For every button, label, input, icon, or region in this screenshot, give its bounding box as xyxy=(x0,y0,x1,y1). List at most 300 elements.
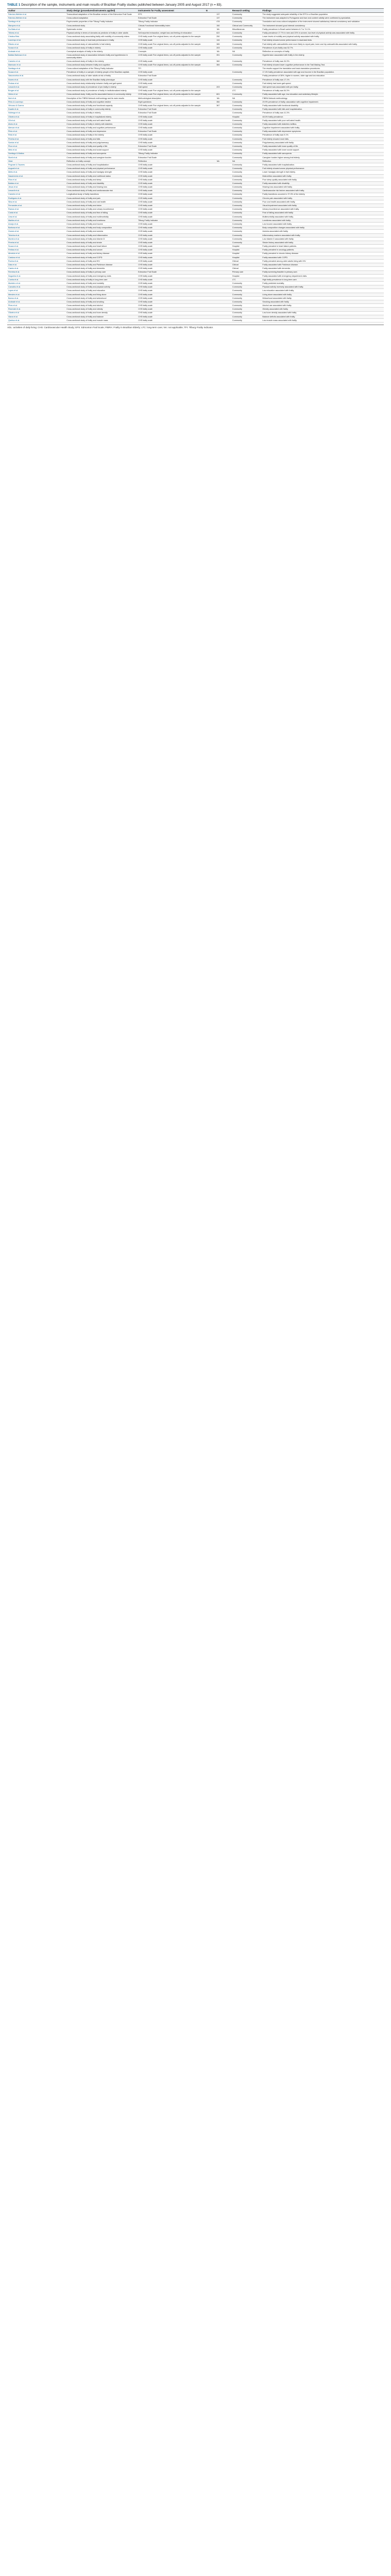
cell-n: 360 xyxy=(205,59,231,63)
cell-instrument: CHS frailty scale Five original items; cut-off points adjusted to the sample xyxy=(137,54,205,60)
cell-n xyxy=(205,200,231,204)
cell-author: Da Mata et al. xyxy=(7,27,65,31)
cell-design: Cross-sectional study of frailty and mortality xyxy=(65,282,137,285)
cell-n: 144 xyxy=(205,39,231,42)
cell-instrument: CHS frailty scale xyxy=(137,167,205,171)
table-row xyxy=(7,289,384,293)
cell-n: 384 xyxy=(205,63,231,67)
cell-findings: High frailty prevalence in long-term care. xyxy=(261,278,384,281)
cell-design: Cross-sectional study of association between frailty and hypertension in community elders xyxy=(65,54,137,60)
cell-setting: Community xyxy=(231,193,261,196)
cell-setting: NA xyxy=(231,50,261,54)
cell-author: Rios et al. xyxy=(7,178,65,181)
cell-findings: Urinary incontinence associated with frailty. xyxy=(261,208,384,211)
table-row xyxy=(7,315,384,318)
cell-instrument: TFI xyxy=(137,67,205,71)
cell-design: Cross-sectional study of frailty in elderly with diabetes xyxy=(65,123,137,126)
table-row xyxy=(7,233,384,237)
table-row xyxy=(7,100,384,104)
table-row xyxy=(7,115,384,118)
cell-instrument: CHS frailty scale xyxy=(137,182,205,185)
cell-design: Cross-sectional study between frailty and cognition xyxy=(65,63,137,67)
cell-design: Cross-sectional study of frailty and COPD xyxy=(65,256,137,259)
table-row xyxy=(7,215,384,218)
table-row xyxy=(7,204,384,208)
cell-setting: Community xyxy=(231,104,261,108)
table-row xyxy=(7,137,384,141)
cell-instrument: CHS frailty scale Five original items; cut-off points adjusted to the sample xyxy=(137,104,205,108)
cell-instrument: CHS frailty scale xyxy=(137,46,205,49)
table-row xyxy=(7,241,384,245)
table-row xyxy=(7,200,384,204)
cell-author: Pereira et al. xyxy=(7,137,65,141)
cell-setting: Hospital xyxy=(231,115,261,118)
cell-instrument: CHS frailty scale xyxy=(137,215,205,218)
cell-setting: Community xyxy=(231,208,261,211)
cell-setting: Community xyxy=(231,223,261,226)
cell-design: Physical activity in terms of domains as predictor of frailty in older adults xyxy=(65,31,137,35)
cell-design: Cross-sectional study of frailty and disability xyxy=(65,182,137,185)
cell-author: Santiago et al. xyxy=(7,67,65,71)
table-row xyxy=(7,24,384,27)
table-row xyxy=(7,282,384,285)
cell-n xyxy=(205,156,231,159)
table-row xyxy=(7,208,384,211)
cell-findings: Frailty associated with Parkinson disease. xyxy=(261,263,384,267)
table-row xyxy=(7,133,384,137)
cell-n: 601 xyxy=(205,93,231,96)
cell-findings: Reflection on concepts of frailty. xyxy=(261,50,384,54)
cell-instrument: CHS frailty scale xyxy=(137,171,205,174)
cell-instrument: CHS frailty scale xyxy=(137,118,205,122)
cell-design: Cross-sectional study of frailty and multimorbidity xyxy=(65,215,137,218)
table-row xyxy=(7,78,384,81)
cell-design: Cross-cultural adaptation xyxy=(65,16,137,20)
cell-setting: Community xyxy=(231,81,261,85)
cell-design: Conceptual analysis of frailty in the elderly xyxy=(65,50,137,54)
cell-findings: The instrument was adapted to Portuguese and face and content validity were confirmed by specialists. xyxy=(261,16,384,20)
cell-author: Fabrício-Wehbe et al. xyxy=(7,13,65,16)
cell-instrument: CHS frailty scale xyxy=(137,185,205,189)
table-row xyxy=(7,318,384,322)
cell-design: Cross-cultural adaptation of the Tilburg Frailty Indicator xyxy=(65,67,137,71)
cell-design: Cross-sectional study of frailty and functional capacity xyxy=(65,104,137,108)
cell-instrument: CHS frailty scale xyxy=(137,148,205,152)
cell-n xyxy=(205,141,231,144)
cell-n: NA xyxy=(205,50,231,54)
cell-author: Barros et al. xyxy=(7,296,65,300)
cell-instrument: CHS frailty scale xyxy=(137,59,205,63)
cell-author: Martins et al. xyxy=(7,218,65,222)
table-row xyxy=(7,46,384,49)
cell-design: Cross-sectional study of frailty and living alone xyxy=(65,293,137,296)
cell-design: Cross-sectional study of frailty and cognitive decline xyxy=(65,100,137,104)
cell-design: Cross-sectional study with the Brazilian frailty phenotype xyxy=(65,78,137,81)
table-row xyxy=(7,13,384,16)
cell-findings: 17.4% frailty prevalence associated with age and income in the Brazilian population. xyxy=(261,71,384,74)
cell-setting: Community xyxy=(231,54,261,60)
cell-instrument: CHS frailty scale Five original items; cut-off points adjusted to the sample xyxy=(137,89,205,93)
table-caption-text: Description of the sample, instruments and main results of Brazilian Frailty studies published between January 2005 and August 2017 (n = 83). xyxy=(21,3,223,7)
cell-setting: Community xyxy=(231,285,261,289)
cell-design: Cross-sectional study of frailty and obesity xyxy=(65,308,137,311)
cell-design: Cross-sectional study of frailty and kidney disease xyxy=(65,252,137,256)
column-header-author: Author xyxy=(7,9,65,13)
cell-instrument: Edmonton Frail Scale xyxy=(137,145,205,148)
cell-setting: Community xyxy=(231,71,261,74)
cell-findings: Frailty associated with diabetes mellitus. xyxy=(261,123,384,126)
cell-design: Cross-sectional study of frailty and hospitalization xyxy=(65,163,137,167)
table-row xyxy=(7,196,384,200)
table-row xyxy=(7,185,384,189)
cell-instrument: CHS frailty scale xyxy=(137,285,205,289)
cell-design: Cross-sectional study of frailty and bone density xyxy=(65,311,137,315)
cell-findings: Frailty associated with age, low education and sedentary lifestyle. xyxy=(261,93,384,96)
cell-setting: Community xyxy=(231,46,261,49)
cell-author: Fabrício-Wehbe et al. xyxy=(7,16,65,20)
table-row xyxy=(7,296,384,300)
cell-instrument: CHS frailty scale Five original items; cut-off points adjusted to the sample xyxy=(137,35,205,39)
cell-n xyxy=(205,293,231,296)
cell-instrument: CHS frailty scale xyxy=(137,230,205,233)
cell-author: Lenardt et al. xyxy=(7,189,65,193)
cell-findings: Hearing loss associated with frailty. xyxy=(261,185,384,189)
cell-setting: Community xyxy=(231,20,261,24)
cell-setting xyxy=(231,74,261,78)
cell-design: Cross-sectional study of osteoarthritis in frail elderly xyxy=(65,42,137,46)
cell-findings: Frailty prevalence in Brazil varied between 6.7 to 74.1%. xyxy=(261,27,384,31)
table-row xyxy=(7,74,384,78)
cell-findings: The instrument showed good internal consistency. xyxy=(261,24,384,27)
cell-findings: Visual impairment associated with frailty. xyxy=(261,204,384,208)
cell-setting: Community xyxy=(231,63,261,67)
cell-setting: Community xyxy=(231,35,261,39)
cell-findings: Translation and cross-cultural adaptation of the instrument showed satisfactory internal consistency and validation. xyxy=(261,20,384,24)
table-row xyxy=(7,89,384,93)
cell-instrument: CHS frailty scale xyxy=(137,223,205,226)
cell-author: Reis et al. xyxy=(7,133,65,137)
cell-author: Santiago et al. xyxy=(7,20,65,24)
cell-author: Marques et al. xyxy=(7,24,65,27)
table-row xyxy=(7,126,384,130)
table-row xyxy=(7,104,384,108)
cell-instrument: CHS frailty scale xyxy=(137,141,205,144)
cell-n xyxy=(205,145,231,148)
table-row xyxy=(7,86,384,89)
cell-setting: Community xyxy=(231,293,261,296)
cell-instrument: CHS frailty scale xyxy=(137,137,205,141)
cell-setting: NA xyxy=(231,159,261,163)
cell-instrument: CHS frailty scale xyxy=(137,300,205,304)
cell-n xyxy=(205,296,231,300)
cell-n xyxy=(205,285,231,289)
cell-author: Castro et al. xyxy=(7,267,65,270)
cell-author: Freitas et al. xyxy=(7,248,65,252)
cell-findings: Frailty prevalent in heart failure patients. xyxy=(261,245,384,248)
cell-design: Description of the FIBRA Network methodology and its main results xyxy=(65,96,137,100)
cell-n: 391 xyxy=(205,54,231,60)
cell-design: Cross-sectional study of frailty and smoking xyxy=(65,300,137,304)
cell-instrument: CHS frailty scale xyxy=(137,252,205,256)
cell-instrument: CHS frailty scale xyxy=(137,200,205,204)
cell-n xyxy=(205,311,231,315)
cell-findings: Alcohol use associated with frailty. xyxy=(261,304,384,308)
cell-setting: Hospital xyxy=(231,252,261,256)
cell-findings: Prevalence of frailty was 34.3%. xyxy=(261,59,384,63)
table-row xyxy=(7,167,384,171)
cell-author: Dias et al. xyxy=(7,263,65,267)
cell-setting: Community xyxy=(231,230,261,233)
cell-author: Virtuoso & Guerra xyxy=(7,104,65,108)
cell-design: Cross-sectional study of frailty in the elderly xyxy=(65,133,137,137)
cell-findings: Low income associated with frailty. xyxy=(261,223,384,226)
table-row xyxy=(7,274,384,278)
cell-setting: Community xyxy=(231,141,261,144)
cell-author: Pires et al. xyxy=(7,304,65,308)
cell-findings: Gait speed was associated with pre-frailty. xyxy=(261,86,384,89)
cell-design: Cross-sectional study of frailty and income xyxy=(65,223,137,226)
cell-instrument: Edmonton Frail Scale xyxy=(137,111,205,115)
cell-instrument: CHS frailty scale xyxy=(137,226,205,230)
cell-author: Oliveira et al. xyxy=(7,115,65,118)
table-row xyxy=(7,93,384,96)
cell-author: Cristina Reis xyxy=(7,35,65,39)
cell-author: Alencar et al. xyxy=(7,126,65,130)
cell-author: Mendes et al. xyxy=(7,293,65,296)
cell-instrument: Edmonton Frail Scale xyxy=(137,74,205,78)
column-header-design: Study design (procedures/instruments applied) xyxy=(65,9,137,13)
cell-n: 367 xyxy=(205,104,231,108)
cell-n xyxy=(205,111,231,115)
table-notes: ADL: activities of daily living; CHS: Cardiovascular Health Study; EFS: Edmonton Frail Scale; FIBRA: Frailty in Brazilian Elderly; LTC: long-term care; NA: not applicable; TFI: Tilburg Frailty Indicator. xyxy=(7,325,384,329)
table-header-row xyxy=(7,9,384,13)
cell-author: Mello et al. xyxy=(7,171,65,174)
cell-author: Costa et al. xyxy=(7,211,65,215)
table-row xyxy=(7,27,384,31)
cell-instrument: CHS frailty scale xyxy=(137,174,205,178)
cell-setting: Community xyxy=(231,59,261,63)
cell-n xyxy=(205,252,231,256)
cell-author: Pedras et al. xyxy=(7,81,65,85)
cell-n xyxy=(205,263,231,267)
cell-author: Pinto et al. xyxy=(7,130,65,133)
cell-instrument: CHS frailty scale xyxy=(137,123,205,126)
table-row xyxy=(7,35,384,39)
table-row xyxy=(7,189,384,193)
cell-author: Viana et al. xyxy=(7,315,65,318)
cell-author: Cardoso et al. xyxy=(7,256,65,259)
cell-findings: The study suggested adequate reliability of the EFS in a Brazilian population. xyxy=(261,13,384,16)
column-header-n: N xyxy=(205,9,231,13)
table-row xyxy=(7,159,384,163)
cell-n xyxy=(205,123,231,126)
cell-setting: Hospital xyxy=(231,245,261,248)
cell-setting xyxy=(231,67,261,71)
cell-instrument: CHS frailty scale xyxy=(137,237,205,241)
cell-setting: Community xyxy=(231,282,261,285)
cell-findings: Reflection. xyxy=(261,159,384,163)
cell-author: Storti et al. xyxy=(7,156,65,159)
cell-instrument: Methodological description xyxy=(137,96,205,100)
table-row xyxy=(7,230,384,233)
cell-author: Lopes et al. xyxy=(7,289,65,293)
cell-author: Carneiro et al. xyxy=(7,59,65,63)
cell-n xyxy=(205,267,231,270)
cell-findings: Lower levels of mobility and physical activity associated with frailty. xyxy=(261,35,384,39)
cell-n xyxy=(205,174,231,178)
cell-author: Lenardt et al. xyxy=(7,86,65,89)
cell-design: Cross-sectional study of frailty and cardiovascular risk xyxy=(65,189,137,193)
cell-n xyxy=(205,133,231,137)
cell-design: Prevalence of frailty in a sample of elderly people of the Brazilian capitals xyxy=(65,71,137,74)
cell-setting: Hospital xyxy=(231,248,261,252)
cell-n xyxy=(205,171,231,174)
cell-setting: Community xyxy=(231,118,261,122)
cell-setting: Community xyxy=(231,93,261,96)
cell-instrument: CHS frailty scale xyxy=(137,311,205,315)
cell-n xyxy=(205,304,231,308)
cell-n: 385 xyxy=(205,42,231,46)
table-row xyxy=(7,16,384,20)
cell-setting: Hospital xyxy=(231,274,261,278)
cell-findings: Multimorbidity associated with frailty. xyxy=(261,215,384,218)
table-row xyxy=(7,270,384,274)
cell-setting: Community xyxy=(231,111,261,115)
cell-findings: The results support the translation and back-translation procedures. xyxy=(261,67,384,71)
cell-design: Longitudinal study of frailty transitions xyxy=(65,193,137,196)
cell-author: Sousa et al. xyxy=(7,46,65,49)
cell-setting: Community xyxy=(231,204,261,208)
cell-instrument: NA xyxy=(137,27,205,31)
cell-setting: Community xyxy=(231,311,261,315)
cell-instrument: Edmonton Frail Scale xyxy=(137,16,205,20)
table-row xyxy=(7,152,384,156)
cell-design: Cross-sectional study of frailty and sarcopenia xyxy=(65,152,137,156)
cell-design: Cross-sectional study: frailty and its associated factors in community elderly xyxy=(65,93,137,96)
cell-design: Cross-sectional study relationship between frailty and gait speed xyxy=(65,81,137,85)
cell-findings: Frailty associated with disability. xyxy=(261,182,384,185)
cell-author: Nunes et al. xyxy=(7,78,65,81)
cell-n xyxy=(205,118,231,122)
cell-n xyxy=(205,148,231,152)
cell-author: Almeida et al. xyxy=(7,252,65,256)
table-row xyxy=(7,39,384,42)
cell-design: Cross-sectional study of frailty and balance xyxy=(65,315,137,318)
cell-author: Ferreira et al. xyxy=(7,270,65,274)
cell-setting: Community xyxy=(231,189,261,193)
cell-n xyxy=(205,167,231,171)
cell-author: Cunha et al. xyxy=(7,278,65,281)
cell-n xyxy=(205,245,231,248)
cell-n: 137 xyxy=(205,16,231,20)
cell-author: Pereira et al. xyxy=(7,241,65,245)
cell-design: Cross-sectional study of frailty and inflammation xyxy=(65,233,137,237)
cell-n xyxy=(205,178,231,181)
cell-author: Sousa et al. xyxy=(7,71,65,74)
cell-instrument: CHS frailty scale xyxy=(137,259,205,263)
cell-instrument: Self-reported exhaustion, weight loss and feeling of exhaustion xyxy=(137,31,205,35)
cell-author: Carneiro et al. xyxy=(7,193,65,196)
cell-instrument: Eight questions xyxy=(137,100,205,104)
cell-instrument: CHS frailty scale xyxy=(137,256,205,259)
table-row xyxy=(7,31,384,35)
cell-instrument: CHS frailty scale xyxy=(137,304,205,308)
cell-instrument: CHS frailty scale Five original items; cut-off points adjusted to the sample xyxy=(137,63,205,67)
cell-setting: Community xyxy=(231,174,261,178)
cell-author: Fhon et al. xyxy=(7,145,65,148)
cell-findings: 29.9% prevalence of frailty; association with cognitive impairment. xyxy=(261,100,384,104)
cell-n xyxy=(205,237,231,241)
cell-instrument: Tilburg Frailty Indicator xyxy=(137,20,205,24)
cell-n xyxy=(205,193,231,196)
table-row xyxy=(7,118,384,122)
cell-author: Ramos et al. xyxy=(7,208,65,211)
cell-n xyxy=(205,223,231,226)
cell-setting: Community xyxy=(231,196,261,200)
cell-instrument: CHS frailty scale xyxy=(137,278,205,281)
cell-design: Cross-sectional study of frailty and quality of life xyxy=(65,145,137,148)
cell-design: Cross-sectional study xyxy=(65,24,137,27)
table-row xyxy=(7,50,384,54)
cell-setting: Community xyxy=(231,304,261,308)
cell-n xyxy=(205,163,231,167)
cell-setting: Miscellaneous xyxy=(231,27,261,31)
cell-findings: Hypertension associated with frailty in the elderly. xyxy=(261,54,384,60)
cell-author: Souza et al. xyxy=(7,245,65,248)
cell-n xyxy=(205,282,231,285)
table-row xyxy=(7,263,384,267)
cell-setting: Community xyxy=(231,226,261,230)
table-row xyxy=(7,237,384,241)
cell-design: Cross-sectional study of frailty and handgrip strength xyxy=(65,171,137,174)
cell-setting: Community xyxy=(231,241,261,245)
cell-instrument: Gait speed xyxy=(137,86,205,89)
cell-n xyxy=(205,270,231,274)
table-row xyxy=(7,67,384,71)
cell-design: Cross-sectional study of frailty and pain xyxy=(65,196,137,200)
cell-instrument: CHS frailty scale xyxy=(137,39,205,42)
cell-design: Cross-sectional study of frailty and vitamin D xyxy=(65,237,137,241)
table-row xyxy=(7,248,384,252)
cell-instrument: Edmonton Frail Scale xyxy=(137,130,205,133)
cell-instrument: CHS frailty scale xyxy=(137,204,205,208)
cell-n: 203 xyxy=(205,46,231,49)
cell-setting: Community xyxy=(231,148,261,152)
cell-setting: Community xyxy=(231,182,261,185)
cell-findings: Frailty associated with depressive symptoms. xyxy=(261,130,384,133)
cell-author: Teixeira et al. xyxy=(7,233,65,237)
table-row xyxy=(7,178,384,181)
cell-design: Cross-sectional study of frailty and muscle mass xyxy=(65,318,137,322)
cell-findings: Caregiver burden higher among frail elderly. xyxy=(261,156,384,159)
cell-findings: Prevalence of frailty was 17.1%. xyxy=(261,78,384,81)
cell-n: 478 xyxy=(205,20,231,24)
table-row xyxy=(7,293,384,296)
cell-n xyxy=(205,215,231,218)
cell-author: Santos et al. xyxy=(7,141,65,144)
cell-findings: Smoking associated with frailty. xyxy=(261,300,384,304)
cell-findings: Fear of falling associated with frailty. xyxy=(261,211,384,215)
studies-table xyxy=(7,8,384,323)
cell-design: Cross-sectional study of frailty and body composition xyxy=(65,226,137,230)
cell-n xyxy=(205,71,231,74)
cell-findings: Prevalence of frailty was 41.3%. xyxy=(261,111,384,115)
cell-author: Gil et al. xyxy=(7,118,65,122)
cell-n: 150 xyxy=(205,24,231,27)
cell-instrument: CHS frailty scale xyxy=(137,126,205,130)
table-row xyxy=(7,300,384,304)
cell-author: Tribess et al. xyxy=(7,31,65,35)
